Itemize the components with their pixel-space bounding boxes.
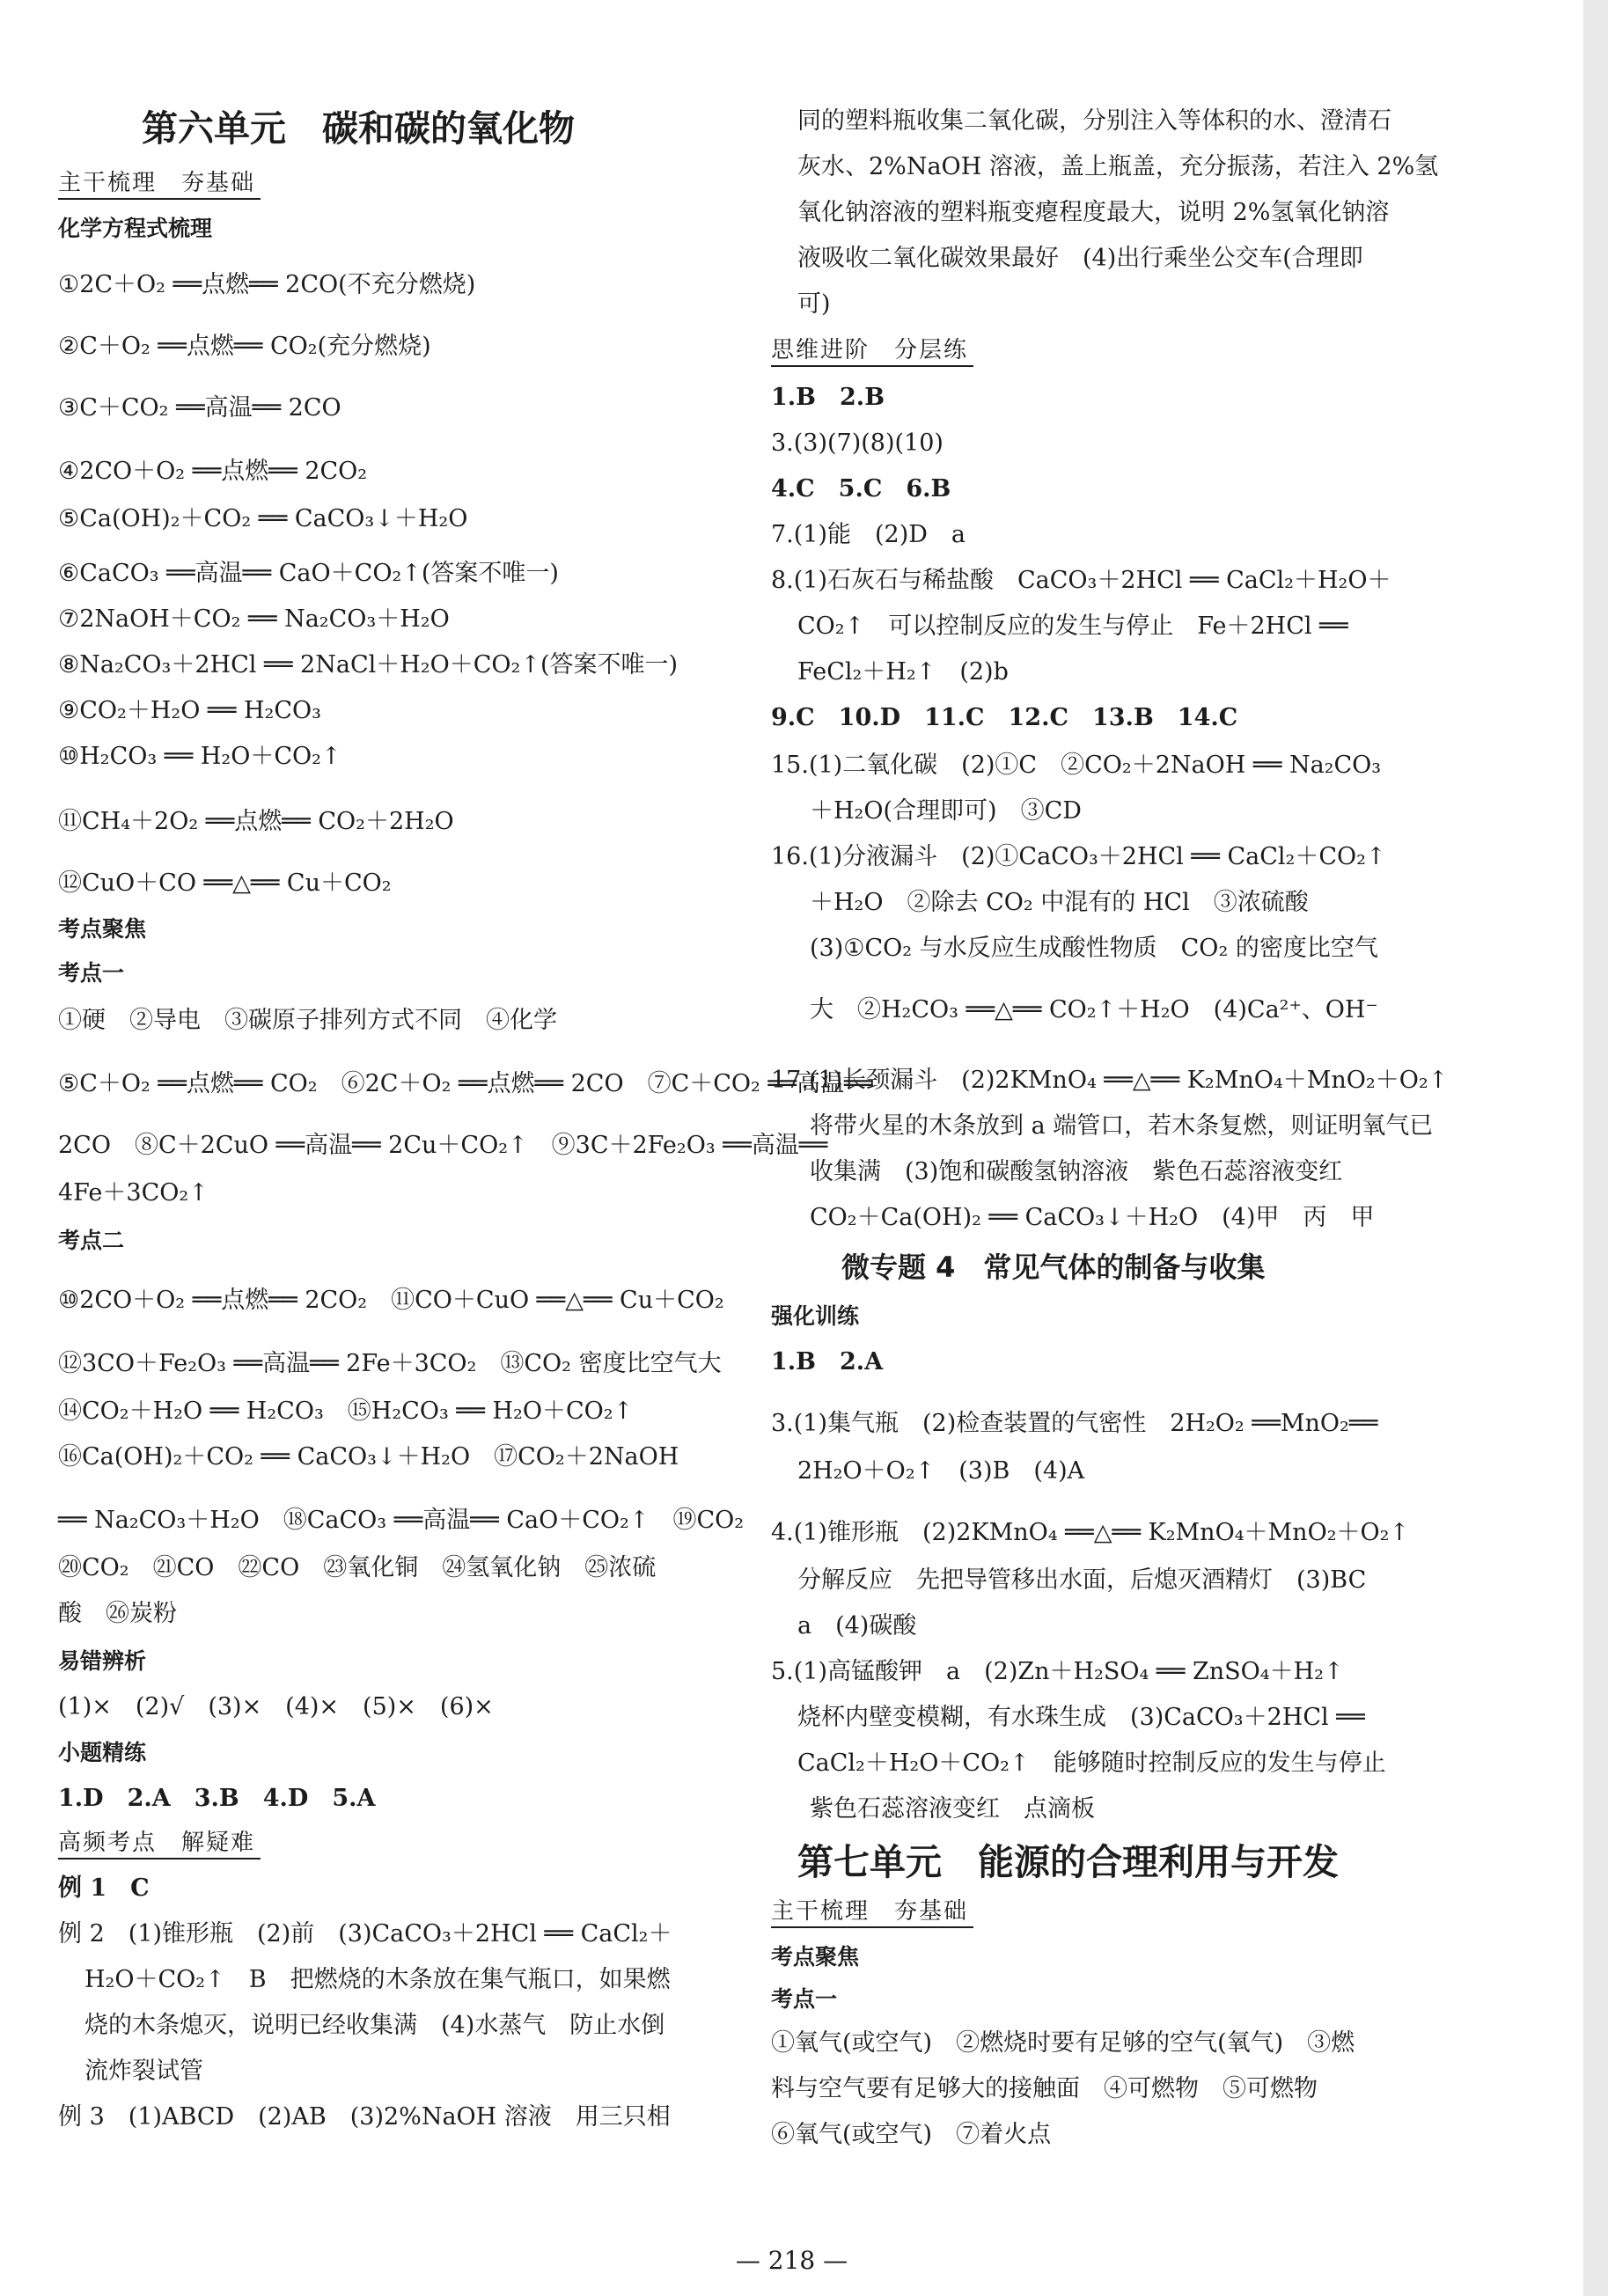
answer-8-line-2: CO₂↑ 可以控制反应的发生与停止 Fe＋2HCl ══ [797, 613, 1348, 640]
training-answer-4-line-1: 4.(1)锥形瓶 (2)2KMnO₄ ══△══ K₂MnO₄＋MnO₂＋O₂↑ [771, 1519, 1410, 1546]
point2-line-2: ⑫3CO＋Fe₂O₃ ══高温══ 2Fe＋3CO₂ ⑬CO₂ 密度比空气大 [58, 1350, 722, 1377]
training-answer-3-line-1: 3.(1)集气瓶 (2)检查装置的气密性 2H₂O₂ ══MnO₂══ [771, 1410, 1378, 1437]
equation-12: ⑫CuO＋CO ══△══ Cu＋CO₂ [58, 869, 392, 897]
point2-line-4: ⑯Ca(OH)₂＋CO₂ ══ CaCO₃↓＋H₂O ⑰CO₂＋2NaOH [58, 1443, 679, 1471]
subheading-point-2: 考点二 [58, 1228, 125, 1253]
example-3-line-1: 例 3 (1)ABCD (2)AB (3)2%NaOH 溶液 用三只相 [58, 2103, 671, 2131]
page-number: — 218 — [735, 2246, 848, 2275]
common-errors-answers: (1)× (2)√ (3)× (4)× (5)× (6)× [58, 1693, 494, 1720]
subheading-point-1-unit7: 考点一 [771, 1986, 838, 2012]
section-heading-main [58, 165, 701, 201]
subheading-common-errors: 易错辨析 [58, 1648, 147, 1674]
training-answer-3-line-2: 2H₂O＋O₂↑ (3)B (4)A [797, 1457, 1085, 1485]
answer-16-line-1: 16.(1)分液漏斗 (2)①CaCO₃＋2HCl ══ CaCl₂＋CO₂↑ [771, 843, 1386, 870]
example-3-line-5: 液吸收二氧化碳效果最好 (4)出行乘坐公交车(合理即 [797, 245, 1363, 272]
answer-16-line-3: (3)①CO₂ 与水反应生成酸性物质 CO₂ 的密度比空气 [810, 935, 1378, 962]
equation-5: ⑤Ca(OH)₂＋CO₂ ══ CaCO₃↓＋H₂O [58, 505, 468, 532]
unit7-point1-line-3: ⑥氧气(或空气) ⑦着火点 [771, 2121, 1052, 2148]
example-3-line-4: 氧化钠溶液的塑料瓶变瘪程度最大，说明 2%氢氧化钠溶 [797, 199, 1390, 226]
section-heading-advanced-text: 思维进阶 分层练 [771, 335, 973, 367]
answer-3: 3.(3)(7)(8)(10) [771, 429, 944, 457]
answer-17-line-4: CO₂＋Ca(OH)₂ ══ CaCO₃↓＋H₂O (4)甲 丙 甲 [810, 1204, 1375, 1231]
unit7-title: 第七单元 能源的合理利用与开发 [797, 1841, 1339, 1883]
section-heading-frequent-text: 高频考点 解疑难 [58, 1828, 261, 1860]
equation-1: ①2C＋O₂ ══点燃══ 2CO(不充分燃烧) [58, 271, 476, 298]
equation-11: ⑪CH₄＋2O₂ ══点燃══ CO₂＋2H₂O [58, 808, 454, 835]
example-3-line-3: 灰水、2%NaOH 溶液，盖上瓶盖，充分振荡，若注入 2%氢 [797, 153, 1439, 180]
answer-8-line-1: 8.(1)石灰石与稀盐酸 CaCO₃＋2HCl ══ CaCl₂＋H₂O＋ [771, 567, 1391, 594]
equation-3: ③C＋CO₂ ══高温══ 2CO [58, 394, 341, 422]
example-2-line-3: 烧的木条熄灭，说明已经收集满 (4)水蒸气 防止水倒 [84, 2012, 665, 2039]
mini-topic-4-title: 微专题 4 常见气体的制备与收集 [841, 1251, 1266, 1284]
point2-line-3: ⑭CO₂＋H₂O ══ H₂CO₃ ⑮H₂CO₃ ══ H₂O＋CO₂↑ [58, 1397, 634, 1425]
answer-16-line-2: ＋H₂O ②除去 CO₂ 中混有的 HCl ③浓硫酸 [810, 889, 1309, 916]
training-answer-5-line-2: 烧杯内壁变模糊，有水珠生成 (3)CaCO₃＋2HCl ══ [797, 1704, 1365, 1731]
point1-line-1: ①硬 ②导电 ③碳原子排列方式不同 ④化学 [58, 1007, 557, 1034]
equation-8: ⑧Na₂CO₃＋2HCl ══ 2NaCl＋H₂O＋CO₂↑(答案不唯一) [58, 651, 679, 679]
point1-line-2: ⑤C＋O₂ ══点燃══ CO₂ ⑥2C＋O₂ ══点燃══ 2CO ⑦C＋CO₂ ══高温══ [58, 1070, 873, 1097]
answer-17-line-3: 收集满 (3)饱和碳酸氢钠溶液 紫色石蕊溶液变红 [810, 1158, 1343, 1185]
example-2-line-1: 例 2 (1)锥形瓶 (2)前 (3)CaCO₃＋2HCl ══ CaCl₂＋ [58, 1920, 672, 1948]
subheading-key-points-unit7: 考点聚焦 [771, 1944, 860, 1970]
equation-4: ④2CO＋O₂ ══点燃══ 2CO₂ [58, 458, 368, 485]
example-2-line-4: 流炸裂试管 [84, 2058, 203, 2085]
answer-16-line-4: 大 ②H₂CO₃ ══△══ CO₂↑＋H₂O (4)Ca²⁺、OH⁻ [810, 996, 1378, 1023]
equation-6: ⑥CaCO₃ ══高温══ CaO＋CO₂↑(答案不唯一) [58, 560, 559, 587]
equation-10: ⑩H₂CO₃ ══ H₂O＋CO₂↑ [58, 743, 341, 770]
answer-7: 7.(1)能 (2)D a [771, 521, 966, 548]
unit6-title: 第六单元 碳和碳的氧化物 [142, 107, 575, 150]
answer-4-6: 4.C 5.C 6.B [771, 475, 951, 502]
training-answer-5-line-1: 5.(1)高锰酸钾 a (2)Zn＋H₂SO₄ ══ ZnSO₄＋H₂↑ [771, 1658, 1344, 1685]
training-answer-4-line-2: 分解反应 先把导管移出水面，后熄灭酒精灯 (3)BC [797, 1566, 1367, 1594]
answer-15-line-2: ＋H₂O(合理即可) ③CD [810, 797, 1082, 825]
equation-7: ⑦2NaOH＋CO₂ ══ Na₂CO₃＋H₂O [58, 605, 450, 633]
point1-line-4: 4Fe＋3CO₂↑ [58, 1179, 209, 1207]
answer-17-line-1: 17.(1)长颈漏斗 (2)2KMnO₄ ══△══ K₂MnO₄＋MnO₂＋O₂↑ [771, 1067, 1449, 1094]
point2-line-5: ══ Na₂CO₃＋H₂O ⑱CaCO₃ ══高温══ CaO＋CO₂↑ ⑲CO₂ [58, 1507, 745, 1534]
answer-9-14: 9.C 10.D 11.C 12.C 13.B 14.C [771, 704, 1238, 731]
quick-practice-answers: 1.D 2.A 3.B 4.D 5.A [58, 1785, 376, 1812]
training-answer-1-2: 1.B 2.A [771, 1348, 884, 1375]
point2-line-6: ⑳CO₂ ㉑CO ㉒CO ㉓氧化铜 ㉔氢氧化钠 ㉕浓硫 [58, 1554, 657, 1581]
example-1: 例 1 C [58, 1874, 150, 1902]
section-heading-frequent [58, 1825, 701, 1860]
subheading-point-1: 考点一 [58, 960, 125, 986]
training-answer-5-line-3: CaCl₂＋H₂O＋CO₂↑ 能够随时控制反应的发生与停止 [797, 1750, 1386, 1777]
subheading-quick-practice: 小题精练 [58, 1740, 147, 1765]
training-answer-5-line-4: 紫色石蕊溶液变红 点滴板 [810, 1795, 1095, 1823]
equation-9: ⑨CO₂＋H₂O ══ H₂CO₃ [58, 697, 321, 724]
answer-8-line-3: FeCl₂＋H₂↑ (2)b [797, 658, 1009, 686]
section-heading-main-unit7 [771, 1894, 1413, 1929]
example-2-line-2: H₂O＋CO₂↑ B 把燃烧的木条放在集气瓶口，如果燃 [84, 1966, 671, 1993]
equation-2: ②C＋O₂ ══点燃══ CO₂(充分燃烧) [58, 333, 431, 360]
training-answer-4-line-3: a (4)碳酸 [797, 1612, 917, 1639]
point2-line-1: ⑩2CO＋O₂ ══点燃══ 2CO₂ ⑪CO＋CuO ══△══ Cu＋CO₂ [58, 1287, 724, 1314]
subheading-intensive-training: 强化训练 [771, 1303, 860, 1329]
section-heading-main-text: 主干梳理 夯基础 [58, 168, 261, 200]
answer-15-line-1: 15.(1)二氧化碳 (2)①C ②CO₂＋2NaOH ══ Na₂CO₃ [771, 752, 1382, 779]
subheading-key-points: 考点聚焦 [58, 916, 147, 942]
subheading-equations: 化学方程式梳理 [58, 216, 213, 241]
unit7-point1-line-1: ①氧气(或空气) ②燃烧时要有足够的空气(氧气) ③燃 [771, 2029, 1355, 2057]
unit7-point1-line-2: 料与空气要有足够大的接触面 ④可燃物 ⑤可燃物 [771, 2075, 1318, 2102]
section-heading-main-unit7-text: 主干梳理 夯基础 [771, 1896, 973, 1928]
point1-line-3: 2CO ⑧C＋2CuO ══高温══ 2Cu＋CO₂↑ ⑨3C＋2Fe₂O₃ ══高温══ [58, 1132, 828, 1159]
answer-17-line-2: 将带火星的木条放到 a 端管口，若木条复燃，则证明氧气已 [810, 1112, 1434, 1140]
point2-line-7: 酸 ㉖炭粉 [58, 1600, 177, 1627]
answer-1-2: 1.B 2.B [771, 384, 885, 411]
example-3-line-2: 同的塑料瓶收集二氧化碳，分别注入等体积的水、澄清石 [797, 107, 1391, 135]
example-3-line-6: 可) [797, 290, 831, 318]
section-heading-advanced [771, 333, 1413, 368]
